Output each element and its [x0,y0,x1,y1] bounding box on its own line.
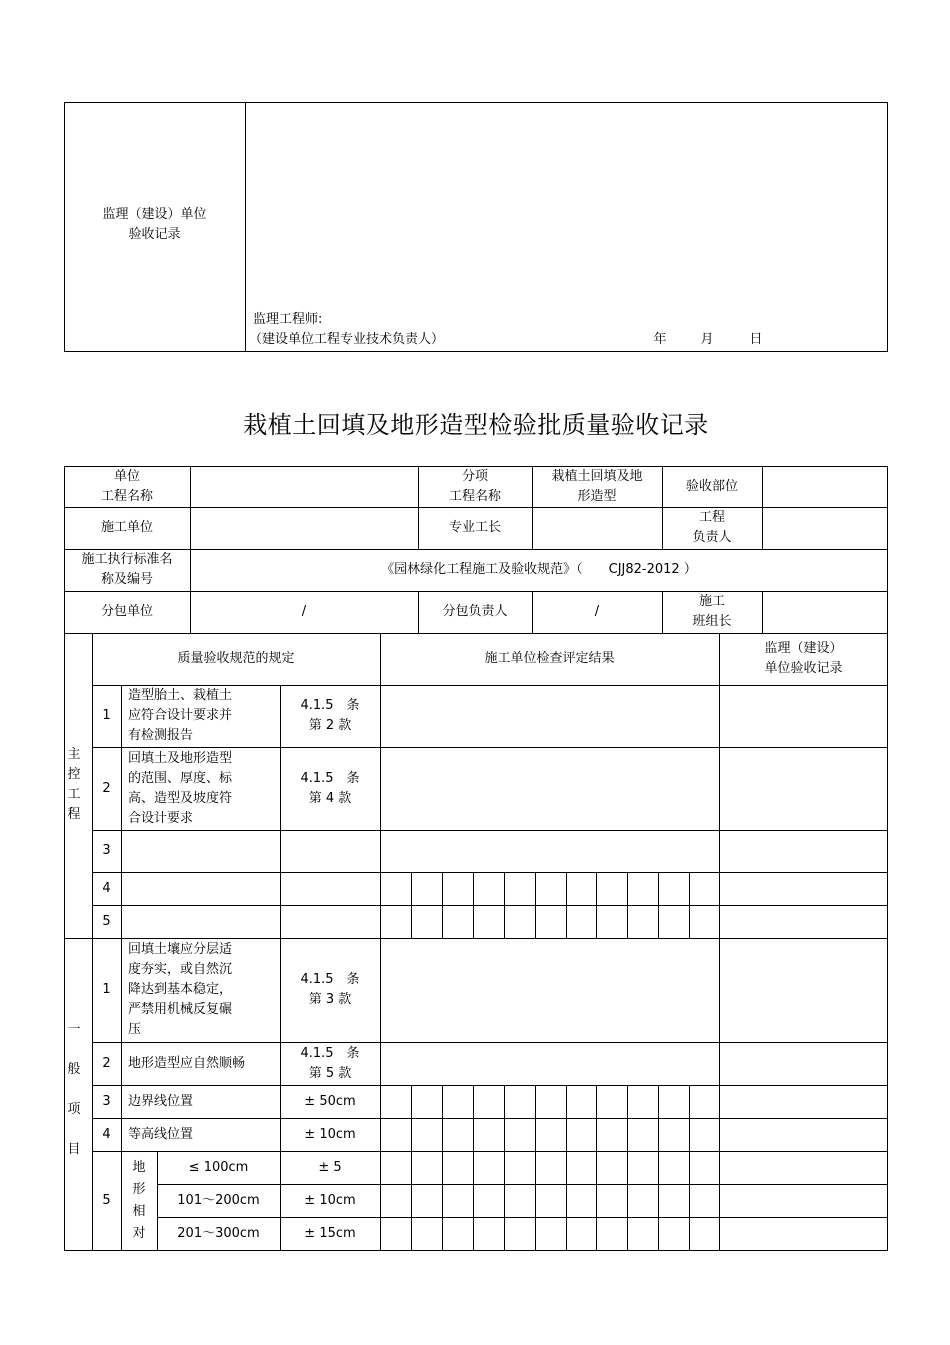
main-item-clause-1: 4.1.5 条 第 2 款 [300,698,360,733]
general-item-text-4: 等高线位置 [128,1126,194,1142]
sub-manager-label: 分包负责人 [442,604,508,619]
item5-range-2: 101～200cm [177,1192,260,1208]
general-group-label: 一 般 项 目 [67,1022,81,1157]
general-item5-label: 地 形 相 对 [132,1160,146,1241]
item5-tol-2: ± 10cm [304,1192,356,1208]
supervisor-record-column-heading: 监理（建设） 单位验收记录 [764,641,843,676]
result-cell-divider [442,1085,443,1251]
main-item-clause-2: 4.1.5 条 第 4 款 [300,770,360,806]
result-cell-divider [535,872,536,938]
result-cell-divider [411,1085,412,1251]
unit-project-value[interactable] [190,466,418,507]
main-item-no-4: 4 [102,880,111,896]
result-cell-divider [658,1085,659,1251]
general-item-text-2: 地形造型应自然顺畅 [128,1055,246,1071]
general-item-clause-4: ± 10cm [304,1126,356,1142]
sub-project-label: 分项 工程名称 [448,468,501,504]
general-item-clause-3: ± 50cm [304,1093,356,1109]
project-manager-value[interactable] [762,507,888,549]
result-cell-divider [473,872,474,938]
subcontractor-value: / [301,604,307,619]
main-item-text-2: 回填土及地形造型 的范围、厚度、标 高、造型及坡度符 合设计要求 [128,750,233,826]
standard-value: 《园林绿化工程施工及验收规范》（ CJJ82-2012 ） [381,562,697,577]
general-item-no-1: 1 [102,982,111,997]
general-item-clause-1: 4.1.5 条 第 3 款 [300,972,360,1007]
result-cell-divider [689,872,690,938]
page-title: 栽植土回填及地形造型检验批质量验收记录 [243,411,709,439]
item5-tol-1: ± 5 [318,1159,342,1175]
unit-project-label: 单位 工程名称 [100,468,153,504]
grid-line [92,905,888,906]
foreman-value[interactable] [532,507,662,549]
grid-line [719,633,720,1251]
result-cell-divider [504,872,505,938]
general-item-no-5: 5 [102,1193,111,1208]
supervision-record-label: 监理（建设）单位 验收记录 [102,207,207,242]
check-result-column-heading: 施工单位检查评定结果 [484,651,615,666]
general-item-no-3: 3 [102,1093,111,1109]
result-cell-divider [442,872,443,938]
result-cell-divider [689,1085,690,1251]
acceptance-part-label: 验收部位 [685,478,738,494]
team-leader-label: 施工 班组长 [692,594,732,629]
sub-project-value: 栽植土回填及地 形造型 [551,468,643,504]
engineer-label: 监理工程师: [253,312,323,327]
project-manager-label: 工程 负责人 [692,510,732,545]
general-item-text-1: 回填土壤应分层适 度夯实，或自然沉 降达到基本稳定， 严禁用机械反复碾 压 [128,942,233,1037]
result-cell-divider [473,1085,474,1251]
divider [245,102,246,352]
item5-range-3: 201～300cm [177,1226,260,1241]
spec-column-heading: 质量验收规范的规定 [177,651,295,666]
general-item-clause-2: 4.1.5 条 第 5 款 [300,1045,360,1081]
main-item-no-1: 1 [102,708,111,723]
acceptance-part-value[interactable] [762,466,888,507]
construction-unit-value[interactable] [190,507,418,549]
general-item-no-2: 2 [102,1055,111,1071]
result-cell-divider [566,1085,567,1251]
owner-rep-label: （建设单位工程专业技术负责人） [249,332,445,347]
result-cell-divider [566,872,567,938]
day-label: 日 [749,332,763,347]
standard-label: 施工执行标准名 称及编号 [81,552,173,587]
result-cell-divider [627,1085,628,1251]
subcontractor-label: 分包单位 [100,604,153,619]
foreman-label: 专业工长 [448,520,501,535]
general-item-text-3: 边界线位置 [128,1093,194,1109]
main-control-group-label: 主 控 工 程 [67,747,81,822]
result-cell-divider [627,872,628,938]
main-item-no-5: 5 [102,913,111,929]
sub-manager-value: / [594,604,600,619]
result-cell-divider [411,872,412,938]
result-cell-divider [535,1085,536,1251]
grid-line [92,872,888,873]
general-item-no-4: 4 [102,1126,111,1142]
construction-unit-label: 施工单位 [100,520,153,535]
item5-range-1: ≤ 100cm [188,1159,249,1175]
main-item-no-2: 2 [102,780,111,796]
result-cell-divider [596,1085,597,1251]
main-item-text-1: 造型胎土、栽植土 应符合设计要求并 有检测报告 [128,688,233,743]
result-cell-divider [504,1085,505,1251]
result-cell-divider [596,872,597,938]
grid-line [380,633,381,1251]
item5-tol-3: ± 15cm [304,1226,356,1241]
grid-line [92,830,888,831]
result-cell-divider [658,872,659,938]
team-leader-value[interactable] [762,591,888,633]
year-label: 年 [653,332,667,347]
month-label: 月 [700,332,714,347]
main-item-no-3: 3 [102,843,111,858]
